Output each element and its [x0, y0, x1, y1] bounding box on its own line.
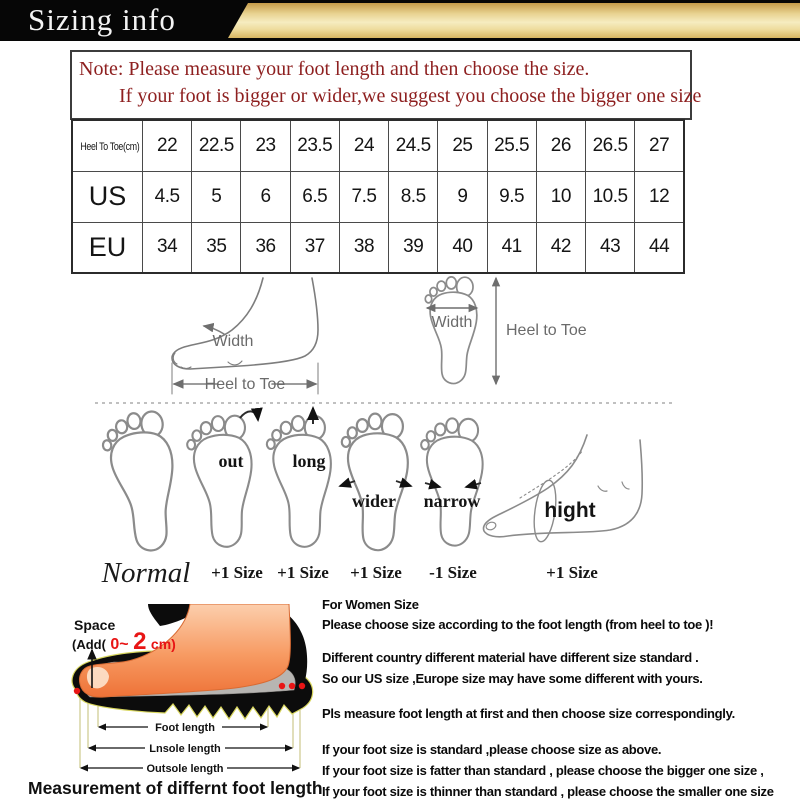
- table-cell: 24.5: [389, 120, 438, 171]
- table-cell: 44: [635, 222, 684, 273]
- table-cell: 39: [389, 222, 438, 273]
- advice-text-block: [322, 596, 800, 800]
- table-cell: 10: [536, 171, 585, 222]
- size-table: [71, 119, 685, 274]
- table-cell: 7.5: [339, 171, 388, 222]
- diagram-caption: Measurement of differnt foot length: [28, 778, 323, 798]
- table-cell: 42: [536, 222, 585, 273]
- side-foot-diagram: [172, 278, 318, 394]
- advice-line: Please choose size according to the foot length (from heel to toe )!: [322, 617, 714, 632]
- table-cell: 9.5: [487, 171, 536, 222]
- advice-line: Different country different material have different size standard .: [322, 650, 699, 665]
- table-cell: 8.5: [389, 171, 438, 222]
- long-label: long: [292, 451, 326, 471]
- foot-measurement-diagrams: [0, 268, 800, 603]
- table-cell: 22.5: [192, 120, 241, 171]
- out-label: out: [218, 451, 244, 471]
- top-width-label: Width: [431, 314, 473, 331]
- table-cell: 9: [438, 171, 487, 222]
- foot-narrow: [421, 418, 483, 545]
- table-cell: 23: [241, 120, 290, 171]
- table-cell: 5: [192, 171, 241, 222]
- gold-ribbon: [228, 3, 800, 38]
- table-cell: 41: [487, 222, 536, 273]
- narrow-size-label: -1 Size: [429, 563, 477, 582]
- normal-size-label: Normal: [101, 557, 191, 589]
- table-cell: 37: [290, 222, 339, 273]
- foot-hight: [484, 435, 643, 543]
- outsole-length-label: Outsole length: [146, 763, 224, 775]
- table-cell: 40: [438, 222, 487, 273]
- hight-label: hight: [544, 499, 596, 522]
- side-heel-to-toe-label: Heel to Toe: [204, 376, 286, 393]
- add-range: 0~: [110, 636, 129, 653]
- long-size-label: +1 Size: [277, 563, 329, 582]
- foot-length-label: Foot length: [155, 722, 215, 734]
- note-box: [70, 50, 702, 120]
- foot-type-row: [99, 408, 642, 589]
- table-cell: 22: [143, 120, 192, 171]
- wider-label: wider: [352, 491, 396, 511]
- top-heel-to-toe-label: Heel to Toe: [506, 322, 587, 339]
- row-label-text: Heel To Toe(cm): [80, 140, 140, 153]
- advice-line: Pls measure foot length at first and then choose size correspondingly.: [322, 706, 735, 721]
- table-cell: 34: [143, 222, 192, 273]
- advice-line: For Women Size: [322, 597, 419, 612]
- table-cell: 6: [241, 171, 290, 222]
- add-prefix: (Add(: [72, 637, 106, 652]
- foot-normal: [99, 409, 182, 555]
- row-label-heel-to-toe: [72, 120, 143, 171]
- foot-out: [186, 414, 256, 548]
- note-line-2: If your foot is bigger or wider,we suggest you choose the bigger one size: [119, 85, 702, 107]
- table-cell: 36: [241, 222, 290, 273]
- page-title: Sizing info: [28, 2, 176, 37]
- add-unit: cm): [150, 636, 176, 652]
- table-cell: 23.5: [290, 120, 339, 171]
- table-cell: 26.5: [585, 120, 634, 171]
- advice-line: If your foot size is standard ,please choose size as above.: [322, 742, 662, 757]
- table-cell: 6.5: [290, 171, 339, 222]
- side-foot-outline: [172, 278, 318, 369]
- top-foot-diagram: [425, 277, 586, 384]
- table-cell: 35: [192, 222, 241, 273]
- table-cell: 25: [438, 120, 487, 171]
- wider-arrow-left: [340, 481, 355, 486]
- header-bar: [0, 0, 800, 41]
- table-cell: 4.5: [143, 171, 192, 222]
- row-label-us: US: [72, 171, 143, 222]
- table-cell: 27: [635, 120, 684, 171]
- table-cell: 38: [339, 222, 388, 273]
- narrow-label: narrow: [423, 491, 481, 511]
- table-cell: 26: [536, 120, 585, 171]
- advice-line: If your foot size is fatter than standard , please choose the bigger one size ,: [322, 763, 764, 778]
- table-cell: 43: [585, 222, 634, 273]
- shoe-cross-section-diagram: [40, 604, 335, 780]
- foot-long: [266, 415, 334, 548]
- insole-length-label: Lnsole length: [149, 743, 221, 755]
- table-cell: 12: [635, 171, 684, 222]
- hight-size-label: +1 Size: [546, 563, 598, 582]
- table-cell: 24: [339, 120, 388, 171]
- table-row-us: [72, 171, 684, 222]
- row-label-eu: EU: [72, 222, 143, 273]
- table-row-heel-to-toe: [72, 120, 684, 171]
- space-label: Space: [74, 617, 116, 633]
- advice-line: If your foot size is thinner than standard , please choose the smaller one size: [322, 784, 774, 799]
- table-cell: 25.5: [487, 120, 536, 171]
- table-row-eu: [72, 222, 684, 273]
- table-cell: 10.5: [585, 171, 634, 222]
- side-width-label: Width: [212, 333, 254, 350]
- note-line-1: Note: Please measure your foot length and then choose the size.: [79, 58, 590, 80]
- advice-line: So our US size ,Europe size may have some different with yours.: [322, 671, 703, 686]
- add-big-value: 2: [133, 628, 147, 655]
- out-size-label: +1 Size: [211, 563, 263, 582]
- wider-size-label: +1 Size: [350, 563, 402, 582]
